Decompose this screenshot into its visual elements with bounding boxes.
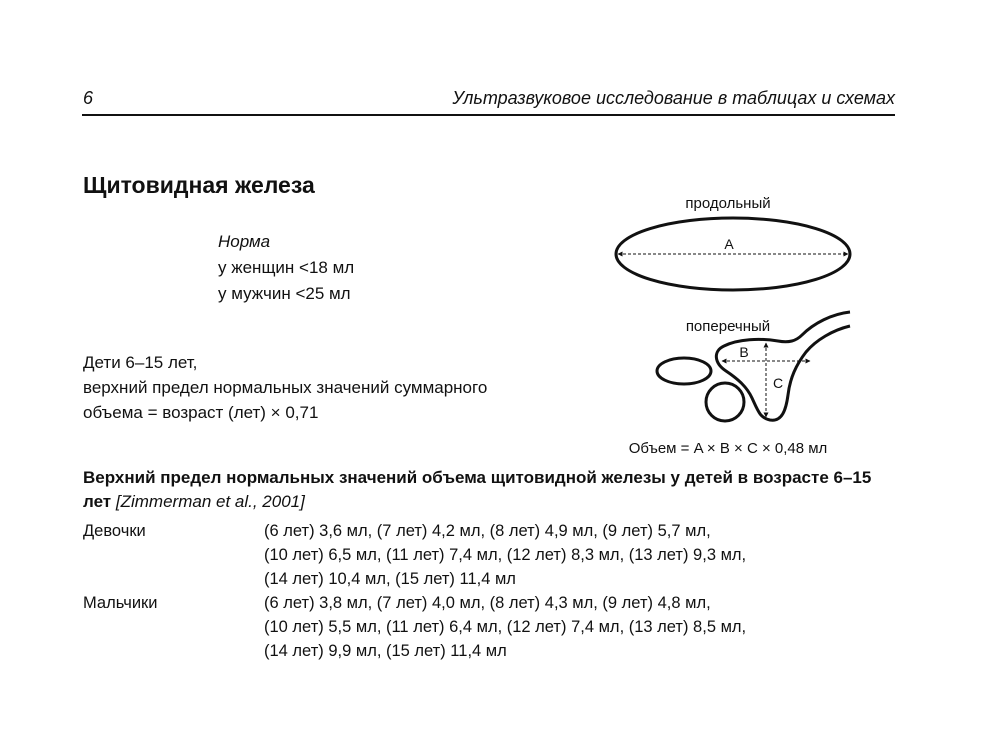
row-values-girls [264,519,884,591]
children-line-1: Дети 6–15 лет, [83,353,198,372]
dimension-a-label: A [724,236,734,252]
children-line-2: верхний предел нормальных значений суммарного [83,378,488,397]
children-formula-block [83,350,487,425]
row-label-girls: Девочки [83,522,146,540]
table-title [83,466,883,514]
norm-men: у мужчин <25 мл [218,284,351,303]
row-values-boys [264,591,884,663]
vessel-outline [706,383,744,421]
values-line: (10 лет) 5,5 мл, (11 лет) 6,4 мл, (12 лет) 7,4 мл, (13 лет) 8,5 мл, [264,618,747,636]
table-citation: [Zimmerman et al., 2001] [115,492,305,511]
norm-women: у женщин <18 мл [218,258,355,277]
values-line: (6 лет) 3,8 мл, (7 лет) 4,0 мл, (8 лет) 4,3 мл, (9 лет) 4,8 мл, [264,594,711,612]
page-number: 6 [83,88,94,108]
values-line: (14 лет) 9,9 мл, (15 лет) 11,4 мл [264,642,507,660]
header-rule [82,114,895,116]
transverse-label: поперечный [685,318,771,335]
thyroid-measurement-diagram [600,190,860,462]
values-line: (6 лет) 3,6 мл, (7 лет) 4,2 мл, (8 лет) 4,9 мл, (9 лет) 5,7 мл, [264,522,711,540]
values-line: (10 лет) 6,5 мл, (11 лет) 7,4 мл, (12 лет) 8,3 мл, (13 лет) 9,3 мл, [264,546,747,564]
volume-formula: Объем = A × B × C × 0,48 мл [628,440,828,457]
table-title-text: Верхний предел нормальных значений объема щитовидной железы у детей в возрасте 6–15 лет [83,468,872,511]
esophagus-outline [657,358,711,384]
children-line-3: объема = возраст (лет) × 0,71 [83,403,319,422]
section-title: Щитовидная железа [83,172,315,198]
values-line: (14 лет) 10,4 мл, (15 лет) 11,4 мл [264,570,516,588]
norm-block [218,229,354,307]
longitudinal-label: продольный [685,195,771,212]
dimension-c-label: C [772,375,784,391]
running-title: Ультразвуковое исследование в таблицах и схемах [452,88,895,108]
norm-heading: Норма [218,232,271,251]
dimension-b-label: B [739,344,749,360]
row-label-boys: Мальчики [83,594,158,612]
